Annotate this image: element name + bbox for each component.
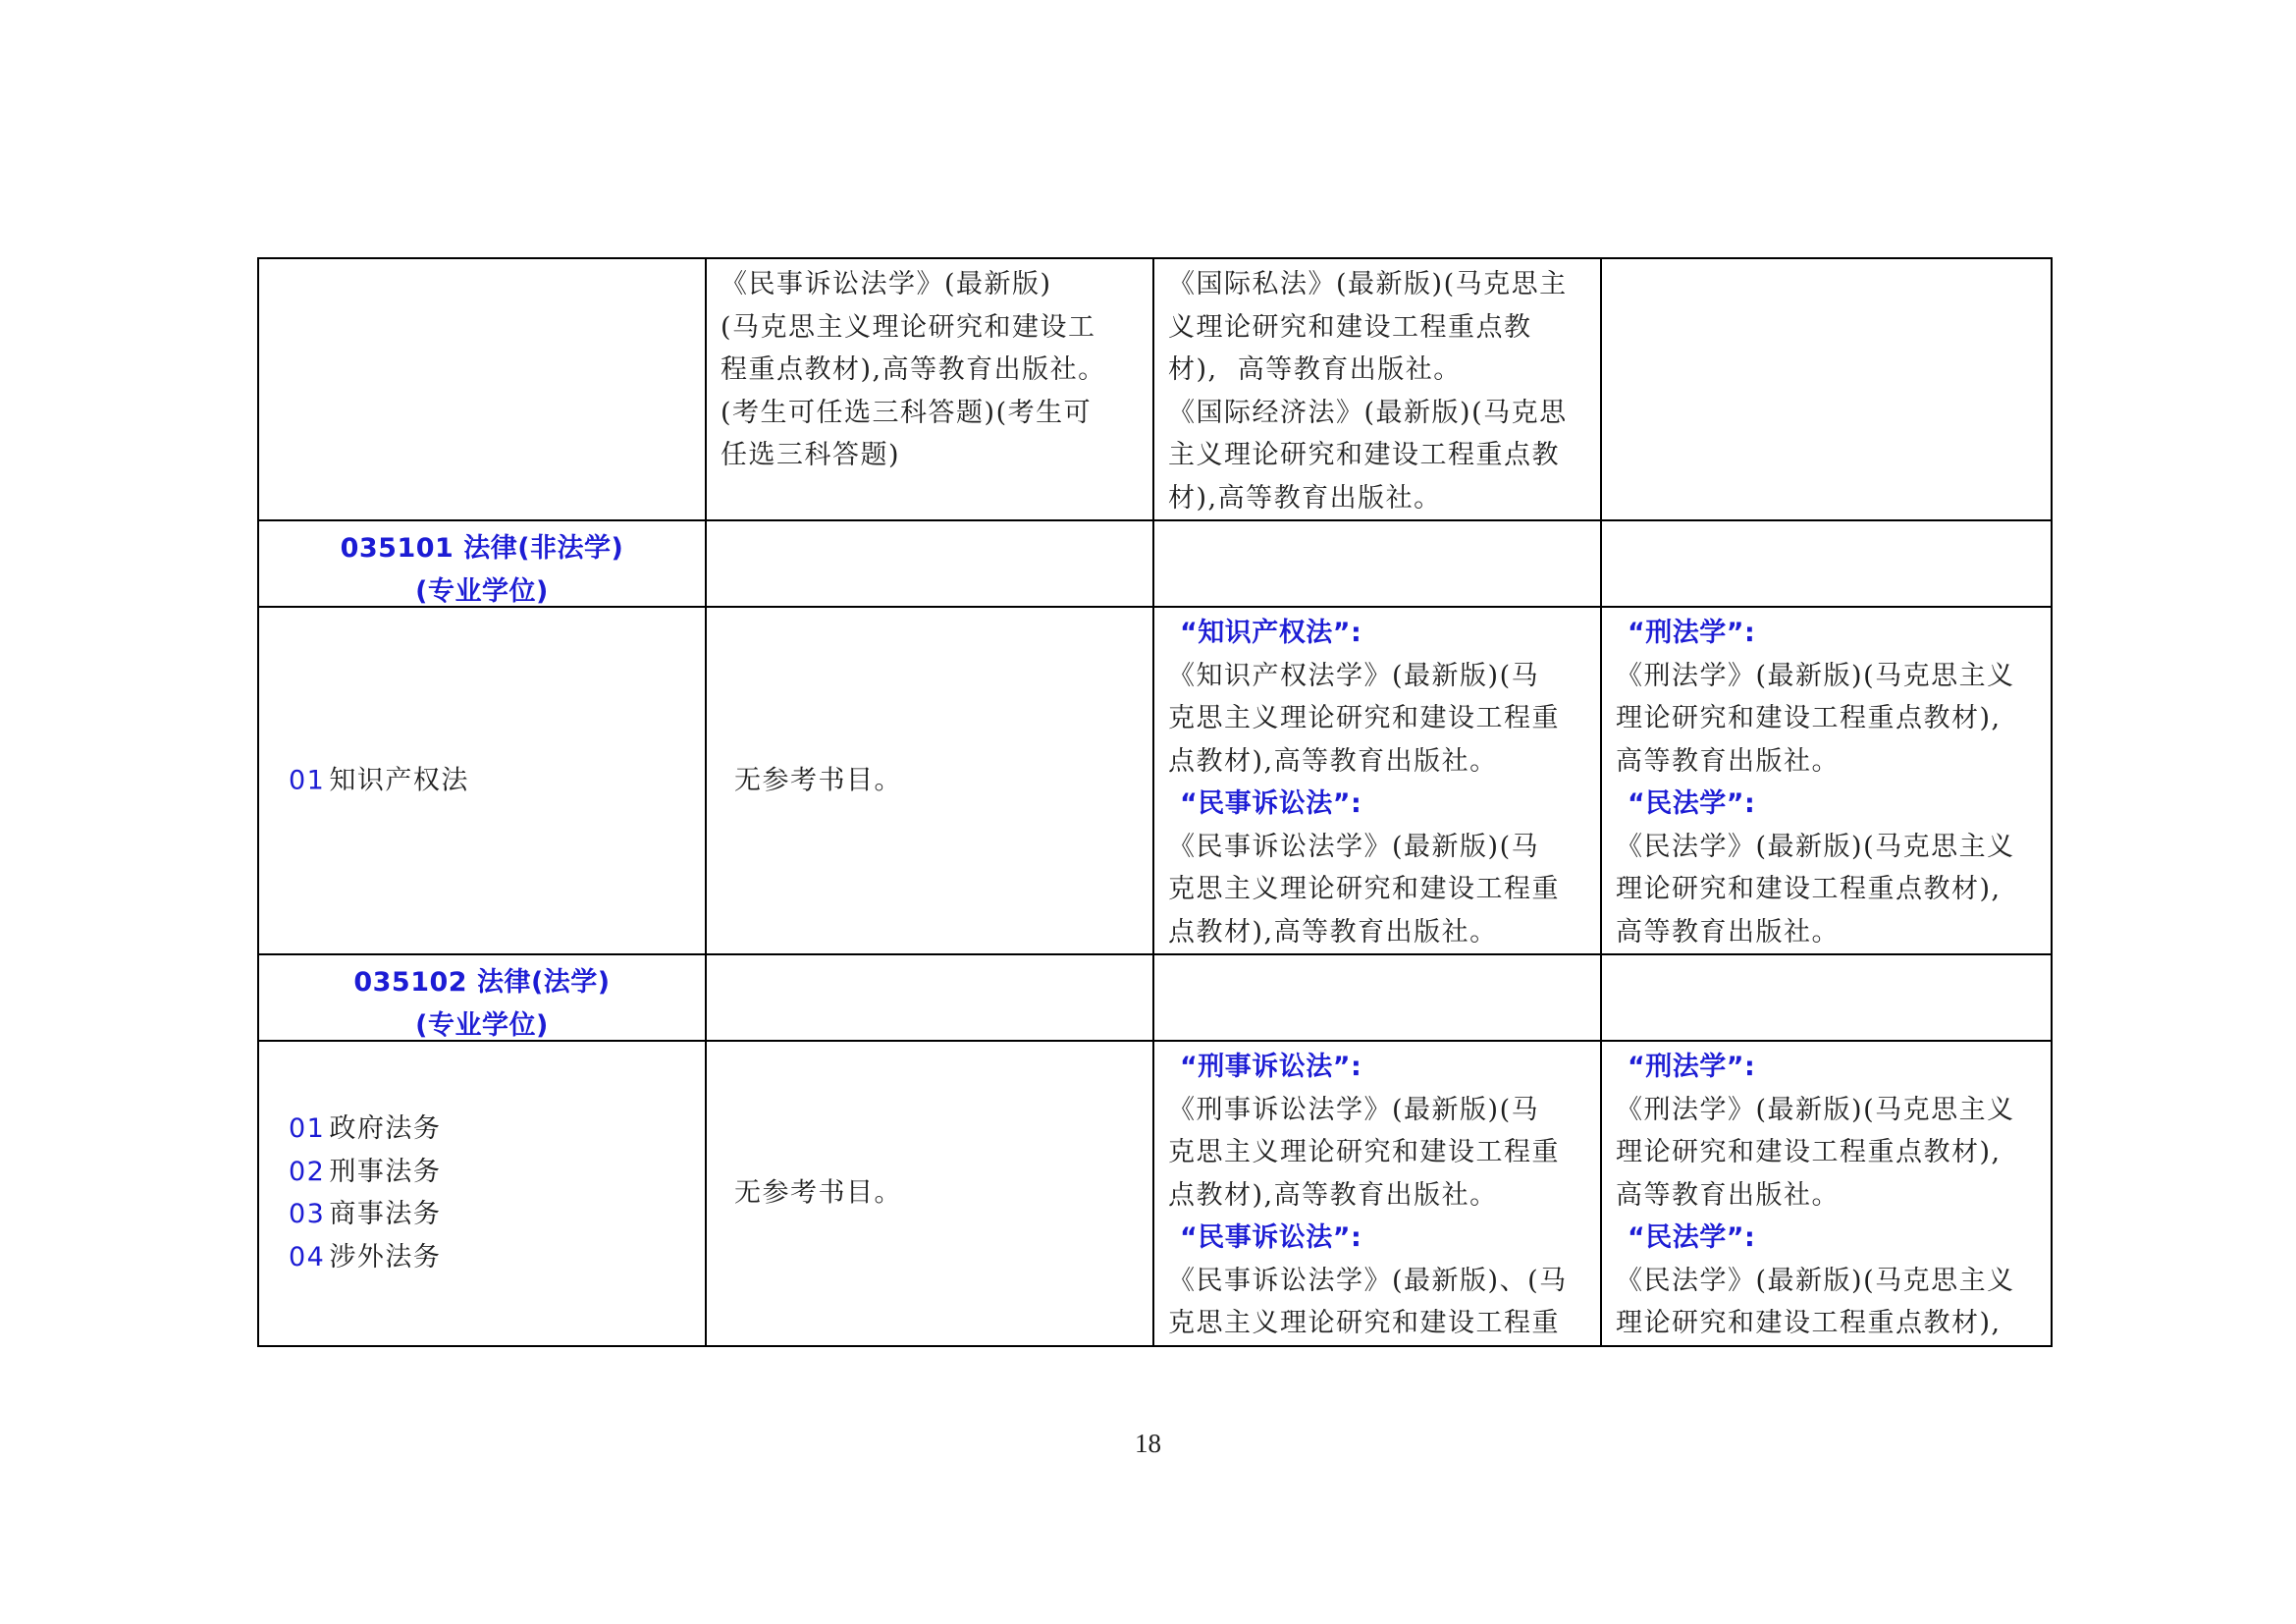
text-line: (马克思主义理论研究和建设工 <box>721 311 1096 343</box>
subject-heading: “刑事诉讼法”: <box>1180 1052 1362 1082</box>
direction-name: 刑事法务 <box>329 1156 442 1187</box>
direction-name: 知识产权法 <box>329 765 469 796</box>
text-line: 《民事诉讼法学》(最新版) <box>721 269 1052 299</box>
text-line: 克思主义理论研究和建设工程重 <box>1168 1308 1560 1338</box>
empty-cell <box>1601 954 2052 1041</box>
subject-heading: “民法学”: <box>1628 1222 1756 1253</box>
text-line: 理论研究和建设工程重点教材), <box>1616 1137 2002 1167</box>
subject-heading: “民法学”: <box>1628 788 1756 819</box>
table-row <box>258 1041 2052 1346</box>
program-header-row <box>258 520 2052 607</box>
subject-heading: “民事诉讼法”: <box>1180 788 1362 819</box>
reference-books-cell <box>706 1041 1153 1346</box>
program-subtitle: (专业学位) <box>415 575 549 607</box>
text-line: 材),高等教育出版社。 <box>1168 482 1442 514</box>
text-line: (考生可任选三科答题)(考生可 <box>721 397 1093 428</box>
text-line: 程重点教材),高等教育出版社。 <box>721 354 1106 385</box>
program-title-cell <box>258 954 706 1041</box>
page-number: 18 <box>1135 1429 1161 1458</box>
text-line: 理论研究和建设工程重点教材), <box>1616 1308 2002 1338</box>
direction-name: 涉外法务 <box>329 1241 442 1272</box>
text-line: 点教材),高等教育出版社。 <box>1168 916 1498 947</box>
direction-cell <box>258 607 706 954</box>
reference-books-cell <box>706 258 1153 520</box>
text-line: 义理论研究和建设工程重点教 <box>1168 311 1532 343</box>
program-title: 035101 法律(非法学) <box>340 533 624 564</box>
reference-books-table <box>257 257 2053 1347</box>
subject-heading: “民事诉讼法”: <box>1180 1222 1362 1253</box>
text-line: 《民法学》(最新版)(马克思主义 <box>1616 831 2015 862</box>
direction-item <box>289 759 705 802</box>
text-line: 《刑事诉讼法学》(最新版)(马 <box>1168 1094 1540 1125</box>
text-line: 《民事诉讼法学》(最新版)、(马 <box>1168 1265 1568 1296</box>
program-subtitle: (专业学位) <box>415 1009 549 1041</box>
text-line: 理论研究和建设工程重点教材), <box>1616 703 2002 733</box>
direction-name: 政府法务 <box>329 1113 442 1145</box>
text-line: 高等教育出版社。 <box>1616 1179 1840 1211</box>
program-title-cell <box>258 520 706 607</box>
text-line: 《刑法学》(最新版)(马克思主义 <box>1616 660 2015 691</box>
text-line: 点教材),高等教育出版社。 <box>1168 745 1498 777</box>
text-line: 任选三科答题) <box>721 440 901 470</box>
text-line: 理论研究和建设工程重点教材), <box>1616 874 2002 904</box>
text-line: 高等教育出版社。 <box>1616 745 1840 777</box>
text-line: 主义理论研究和建设工程重点教 <box>1168 440 1560 470</box>
direction-name: 商事法务 <box>329 1199 442 1230</box>
empty-cell <box>1153 520 1601 607</box>
program-header-row <box>258 954 2052 1041</box>
empty-cell <box>706 954 1153 1041</box>
reference-books-cell <box>706 607 1153 954</box>
text-line: 克思主义理论研究和建设工程重 <box>1168 703 1560 733</box>
text-line: 克思主义理论研究和建设工程重 <box>1168 1137 1560 1167</box>
exam-books-cell <box>1153 258 1601 520</box>
text-line: 《民法学》(最新版)(马克思主义 <box>1616 1265 2015 1296</box>
empty-cell <box>1601 520 2052 607</box>
subject-heading: “刑法学”: <box>1628 618 1756 648</box>
text-line: 点教材),高等教育出版社。 <box>1168 1179 1498 1211</box>
retest-books-cell <box>1601 607 2052 954</box>
retest-books-cell <box>1601 1041 2052 1346</box>
direction-item <box>289 1236 705 1279</box>
direction-item <box>289 1108 705 1151</box>
empty-cell <box>706 520 1153 607</box>
direction-number: 01 <box>289 765 326 796</box>
retest-books-cell <box>1601 258 2052 520</box>
subject-heading: “刑法学”: <box>1628 1052 1756 1082</box>
text-line: 材), 高等教育出版社。 <box>1168 354 1462 385</box>
direction-number: 04 <box>289 1241 326 1272</box>
text-line: 《知识产权法学》(最新版)(马 <box>1168 660 1540 691</box>
text-line: 《刑法学》(最新版)(马克思主义 <box>1616 1094 2015 1125</box>
table-row <box>258 607 2052 954</box>
direction-number: 02 <box>289 1156 326 1187</box>
text-line: 《国际私法》(最新版)(马克思主 <box>1168 269 1568 299</box>
direction-number: 01 <box>289 1113 326 1145</box>
text-line: 克思主义理论研究和建设工程重 <box>1168 874 1560 904</box>
no-books-text: 无参考书目。 <box>734 765 902 796</box>
no-books-text: 无参考书目。 <box>734 1177 902 1209</box>
direction-number: 03 <box>289 1199 326 1230</box>
text-line: 高等教育出版社。 <box>1616 916 1840 947</box>
program-title: 035102 法律(法学) <box>353 967 611 998</box>
exam-books-cell <box>1153 1041 1601 1346</box>
direction-item <box>289 1193 705 1236</box>
direction-cell <box>258 1041 706 1346</box>
text-line: 《国际经济法》(最新版)(马克思 <box>1168 397 1568 428</box>
table-row <box>258 258 2052 520</box>
direction-cell <box>258 258 706 520</box>
direction-item <box>289 1151 705 1194</box>
subject-heading: “知识产权法”: <box>1180 618 1362 648</box>
empty-cell <box>1153 954 1601 1041</box>
exam-books-cell <box>1153 607 1601 954</box>
text-line: 《民事诉讼法学》(最新版)(马 <box>1168 831 1540 862</box>
